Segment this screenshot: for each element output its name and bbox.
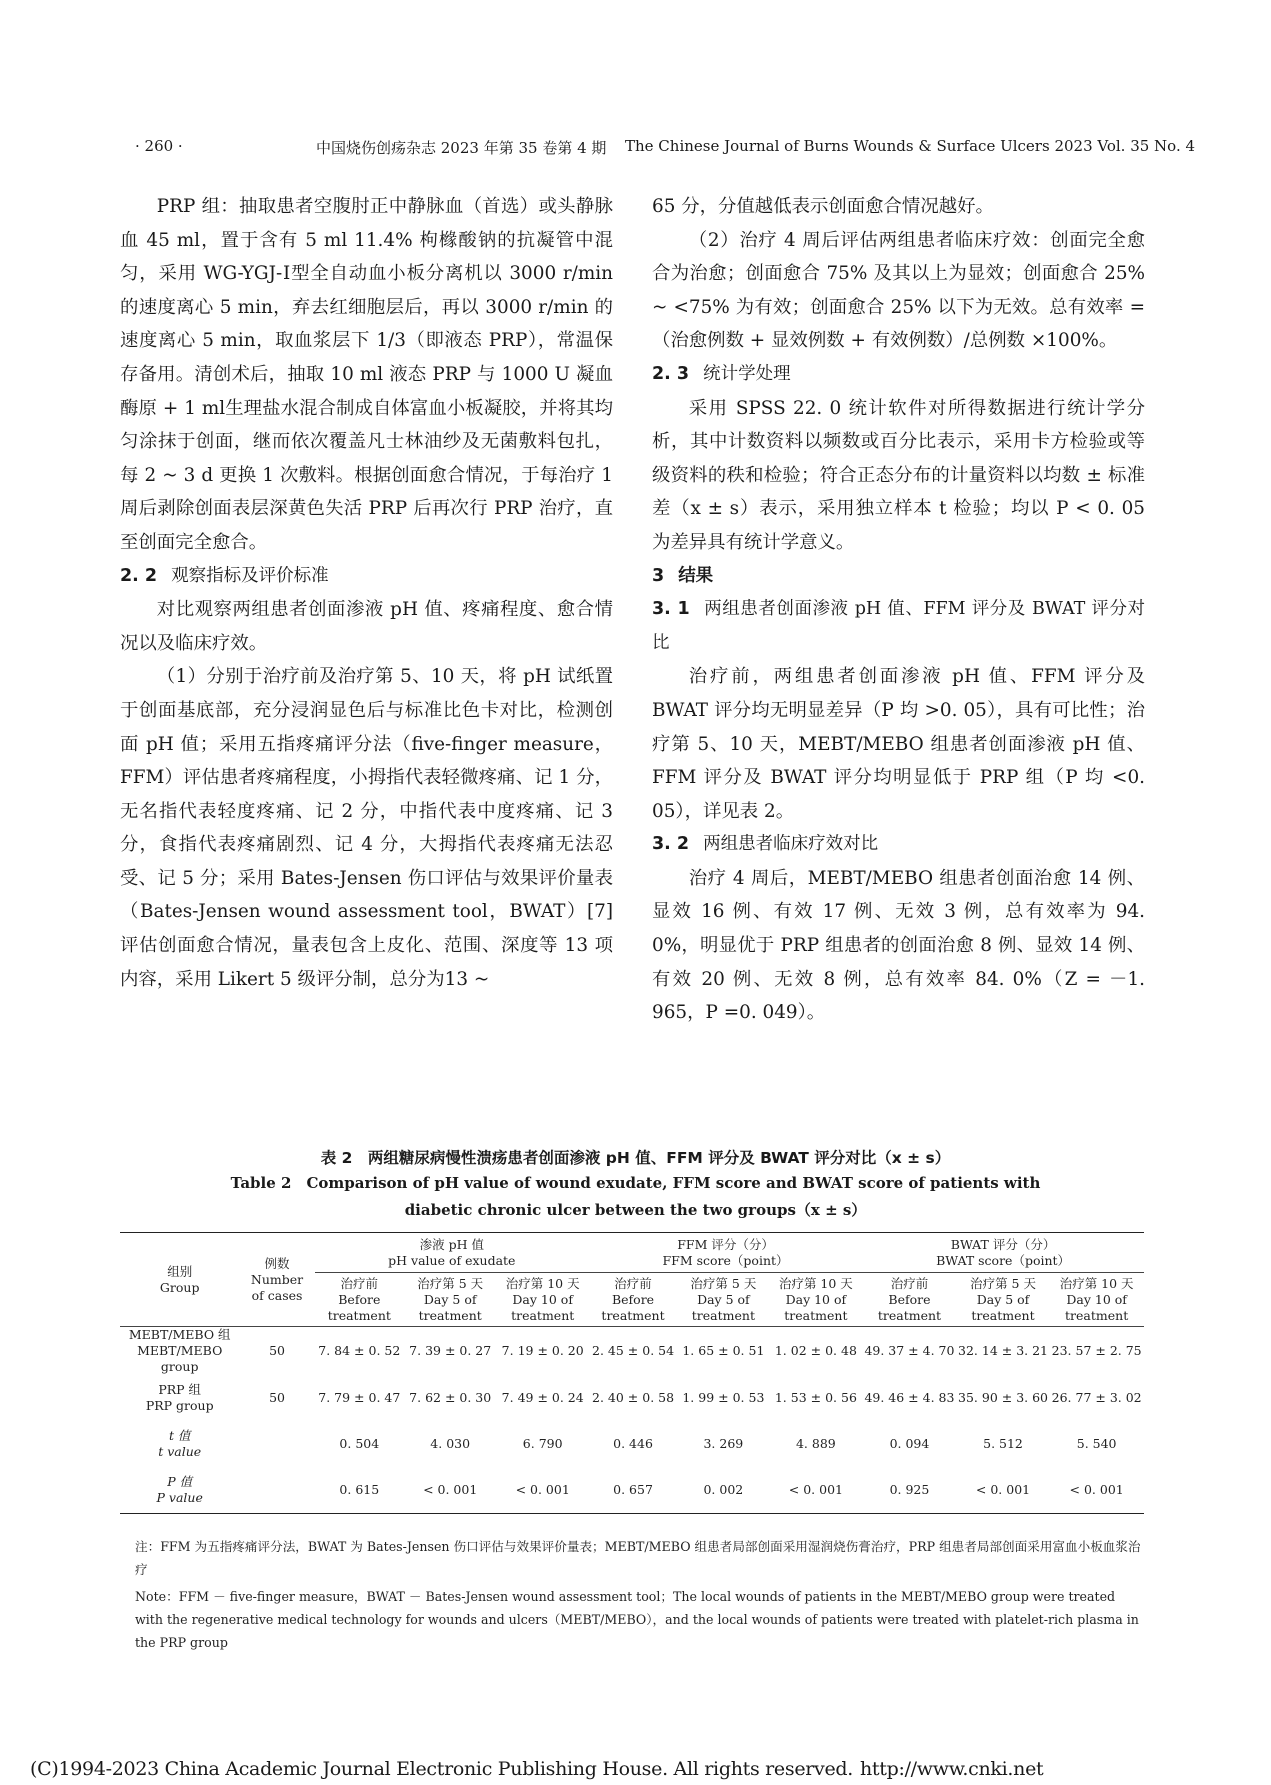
left-column [120,190,613,996]
table-note-cn: 注：FFM 为五指疼痛评分法，BWAT 为 Bates-Jensen 伤口评估与效果评价量表；MEBT/MEBO 组患者局部创面采用湿润烧伤膏治疗，PRP 组患者局部创面采用富血小板血浆治疗 [135,1539,1141,1577]
table-cell: 4. 889 [795,1436,836,1451]
section-3-2-heading [652,828,1145,862]
row-cases: 50 [269,1390,285,1405]
table-row [120,1421,1144,1467]
section-3-heading [652,560,1145,594]
table-row [120,1467,1144,1513]
table-cell: 1. 99 ± 0. 53 [682,1390,765,1405]
footer-url: http://www.cnki.net [860,1758,1044,1780]
paragraph-efficacy: （2）治疗 4 周后评估两组患者临床疗效：创面完全愈合为治愈；创面愈合 75% 及其以上为显效；创面愈合 25% ~ <75% 为有效；创面愈合 25% 以下为无效。总有效率 =（治愈例数 + 显效例数 + 有效例数）/总例数 ×100%。 [652,229,1145,352]
journal-title-cn: 中国烧伤创疡杂志 2023 年第 35 卷第 4 期 [316,139,607,157]
table-cell: 26. 77 ± 3. 02 [1051,1390,1142,1405]
table-cell: < 0. 001 [496,1467,589,1513]
table-cell: 5. 540 [1076,1436,1117,1451]
row-label: P 值 P value [120,1467,239,1513]
results-table [120,1232,1144,1514]
paragraph-measures: （1）分别于治疗前及治疗第 5、10 天，将 pH 试纸置于创面基底部，充分浸润显色后与标准比色卡对比，检测创面 pH 值；采用五指疼痛评分法（five-finger measure，FFM）评估患者疼痛程度，小拇指代表轻微疼痛、记 1 分，无名指代表轻度疼痛、记 2 分，中指代表中度疼痛、记 3 分，食指代表疼痛剧烈、记 4 分，大拇指代表疼痛无法忍受、记 5 分；采用 Bates-Jensen 伤口评估与效果评价量表（Bates-Jensen wound assessment tool，BWAT）[7] 评估创面愈合情况，量表包含上皮化、范围、深度等 13 项内容，采用 Likert 5 级评分制，总分为13 ~ [120,666,613,990]
time-header-before: 治疗前 Before treatment [862,1273,957,1327]
section-number: 2. 2 [120,565,158,586]
time-header-day5: 治疗第 5 天 Day 5 of treatment [404,1273,497,1327]
table-cell: < 0. 001 [1049,1467,1144,1513]
table-cell: 7. 84 ± 0. 52 [318,1343,401,1358]
paragraph-statistics: 采用 SPSS 22. 0 统计软件对所得数据进行统计学分析，其中计数资料以频数或百分比表示，采用卡方检验或等级资料的秩和检验；符合正态分布的计量资料以均数 ± 标准差（x ± s）表示，采用独立样本 t 检验；均以 P < 0. 05 为差异具有统计学意义。 [652,397,1145,553]
section-title: 统计学处理 [703,363,791,384]
table-cell: < 0. 001 [957,1467,1050,1513]
table-row [120,1327,1144,1376]
ph-header: 渗液 pH 值 pH value of exudate [315,1233,589,1273]
table-cell: 6. 790 [522,1436,563,1451]
time-header-before: 治疗前 Before treatment [315,1273,404,1327]
paragraph-results-3-1: 治疗前，两组患者创面渗液 pH 值、FFM 评分及 BWAT 评分均无明显差异（P 均 >0. 05），具有可比性；治疗第 5、10 天，MEBT/MEBO 组患者创面渗液 pH 值、FFM 评分及 BWAT 评分均明显低于 PRP 组（P 均 <0. 05），详见表 2。 [652,666,1145,822]
paragraph-results-3-2: 治疗 4 周后，MEBT/MEBO 组患者创面治愈 14 例、显效 16 例、有效 17 例、无效 3 例，总有效率为 94. 0%，明显优于 PRP 组患者的创面治愈 8 例、显效 14 例、有效 20 例、无效 8 例，总有效率 84. 0%（Z = －1. 965，P =0. 049）。 [652,867,1145,1024]
row-cases [239,1467,314,1513]
bwat-header: BWAT 评分（分） BWAT score（point） [862,1233,1144,1273]
table-cell: 0. 504 [339,1436,380,1451]
table-title-cn: 表 2 两组糖尿病慢性溃疡患者创面渗液 pH 值、FFM 评分及 BWAT 评分对比（x ± s） [320,1149,951,1167]
journal-title-en: The Chinese Journal of Burns Wounds & Surface Ulcers 2023 Vol. 35 No. 4 [625,137,1196,155]
ffm-header: FFM 评分（分） FFM score（point） [589,1233,862,1273]
table-cell: 49. 37 ± 4. 70 [864,1343,955,1358]
table-cell: 7. 19 ± 0. 20 [501,1343,584,1358]
table-cell: 0. 657 [589,1467,677,1513]
row-cases: 50 [269,1343,285,1358]
table-cell: 35. 90 ± 3. 60 [958,1390,1048,1405]
time-header-day10: 治疗第 10 天 Day 10 of treatment [770,1273,863,1327]
table-note-en: Note：FFM － five-finger measure，BWAT － Bates-Jensen wound assessment tool；The local wounds of patients in the MEBT/MEBO group were treated with the regenerative medical technology for wounds and ulcers（MEBT/MEBO），and the local wounds of patients were treated with platelet-rich plasma in the PRP group [135,1589,1139,1650]
time-header-day5: 治疗第 5 天 Day 5 of treatment [957,1273,1050,1327]
table-cell: 7. 62 ± 0. 30 [409,1390,492,1405]
table-title-en-line1: Table 2 Comparison of pH value of wound exudate, FFM score and BWAT score of patients with [230,1174,1041,1192]
table-cell: 0. 002 [677,1467,770,1513]
cases-header: 例数 Number of cases [239,1233,314,1327]
copyright-text: (C)1994-2023 China Academic Journal Electronic Publishing House. All rights reserved. [30,1758,854,1780]
time-header-day10: 治疗第 10 天 Day 10 of treatment [1049,1273,1144,1327]
time-header-day5: 治疗第 5 天 Day 5 of treatment [677,1273,770,1327]
row-label: t 值 t value [158,1428,202,1459]
section-title: 两组患者临床疗效对比 [703,834,879,855]
table-cell: < 0. 001 [770,1467,863,1513]
section-number: 3. 2 [652,834,690,855]
table-cell: 0. 925 [862,1467,957,1513]
table-cell: 7. 49 ± 0. 24 [501,1390,584,1405]
section-title: 两组患者创面渗液 pH 值、FFM 评分及 BWAT 评分对比 [652,599,1146,653]
section-2-2-heading [120,560,613,594]
time-header-day10: 治疗第 10 天 Day 10 of treatment [496,1273,589,1327]
section-3-1-heading [652,593,1145,660]
table-cell: 2. 40 ± 0. 58 [592,1390,675,1405]
table-cell: 0. 615 [315,1467,404,1513]
table-cell: 7. 79 ± 0. 47 [318,1390,401,1405]
section-2-3-heading [652,358,1145,392]
section-title: 结果 [678,565,714,586]
paragraph-prp-method: PRP 组：抽取患者空腹肘正中静脉血（首选）或头静脉血 45 ml，置于含有 5 ml 11.4% 枸橼酸钠的抗凝管中混匀，采用 WG-YGJ-Ⅰ型全自动血小板分离机以 3000 r/min 的速度离心 5 min，弃去红细胞层后，再以 3000 r/min 的速度离心 5 min，取血浆层下 1/3（即液态 PRP），常温保存备用。清创术后，抽取 10 ml 液态 PRP 与 1000 U 凝血酶原 + 1 ml生理盐水混合制成自体富血小板凝胶，并将其均匀涂抹于创面，继而依次覆盖凡士林油纱及无菌敷料包扎，每 2 ~ 3 d 更换 1 次敷料。根据创面愈合情况，于每治疗 1 周后剥除创面表层深黄色失活 PRP 后再次行 PRP 治疗，直至创面完全愈合。 [120,196,613,553]
row-cases [239,1421,314,1467]
table-cell: 0. 446 [613,1436,653,1451]
group-header: 组别 Group [120,1233,239,1327]
table-cell: 1. 53 ± 0. 56 [774,1390,857,1405]
table-cell: 2. 45 ± 0. 54 [592,1343,675,1358]
table-cell: 49. 46 ± 4. 83 [864,1390,955,1405]
table-cell: 5. 512 [983,1436,1023,1451]
right-column [652,190,1145,1030]
paragraph-observation: 对比观察两组患者创面渗液 pH 值、疼痛程度、愈合情况以及临床疗效。 [120,599,613,654]
table-cell: 23. 57 ± 2. 75 [1051,1343,1142,1358]
paragraph-score-note: 65 分，分值越低表示创面愈合情况越好。 [652,196,994,217]
table-cell: 1. 65 ± 0. 51 [682,1343,765,1358]
section-number: 3 [652,565,665,586]
table-cell: 32. 14 ± 3. 21 [958,1343,1048,1358]
table-cell: < 0. 001 [404,1467,497,1513]
table-cell: 0. 094 [889,1436,930,1451]
table-cell: 4. 030 [430,1436,471,1451]
table-cell: 1. 02 ± 0. 48 [774,1343,857,1358]
table-cell: 3. 269 [703,1436,744,1451]
section-title: 观察指标及评价标准 [171,565,329,586]
table-title-en-line2: diabetic chronic ulcer between the two groups（x ± s） [404,1201,867,1219]
table-row [120,1375,1144,1421]
time-header-before: 治疗前 Before treatment [589,1273,677,1327]
row-label: MEBT/MEBO 组 MEBT/MEBO group [128,1327,231,1374]
table-cell: 7. 39 ± 0. 27 [409,1343,492,1358]
page-number: · 260 · [135,137,183,155]
section-number: 3. 1 [652,599,690,620]
row-label: PRP 组 PRP group [145,1382,214,1413]
section-number: 2. 3 [652,363,690,384]
